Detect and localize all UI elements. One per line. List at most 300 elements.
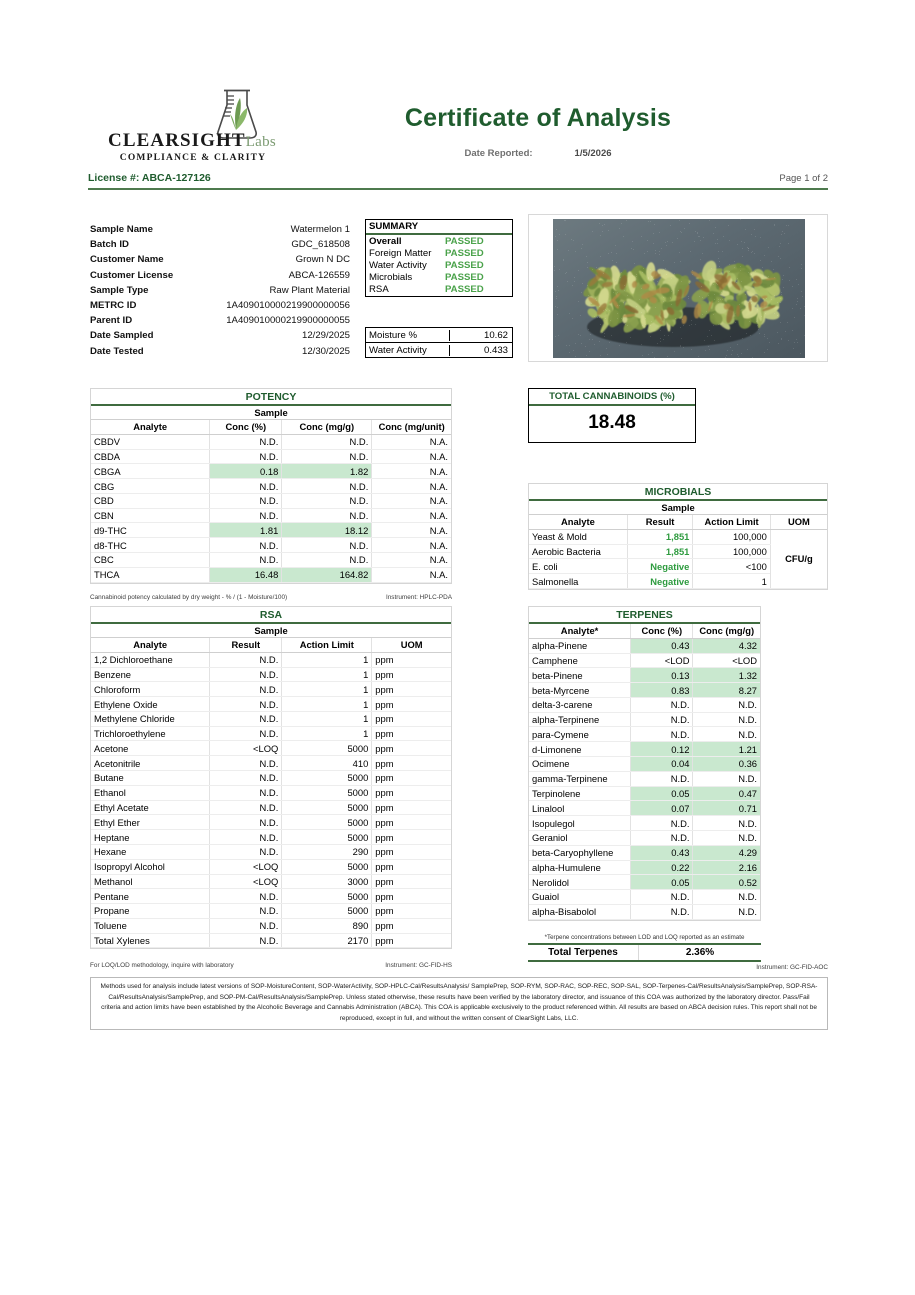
cell-conc-pct: 0.83 [631, 683, 693, 698]
summary-label: Overall [369, 235, 402, 247]
cell-result: N.D. [210, 904, 282, 919]
list-item [90, 328, 350, 343]
summary-label: RSA [369, 284, 389, 296]
cell-result: 1,851 [627, 529, 693, 544]
cell-conc-pct: N.D. [210, 449, 282, 464]
list-item [90, 268, 350, 283]
sample-info-value: Grown N DC [295, 254, 350, 266]
cell-action-limit: 3000 [282, 874, 372, 889]
list-item [90, 222, 350, 237]
date-reported-value: 1/5/2026 [574, 148, 612, 159]
column-header-analyte: Analyte* [529, 624, 631, 638]
table-row [91, 830, 451, 845]
table-row [91, 785, 451, 800]
cell-conc-mgg: 1.82 [282, 464, 372, 479]
sample-info-label: Parent ID [90, 315, 133, 327]
cell-analyte: CBDA [91, 449, 210, 464]
page-title: Certificate of Analysis [404, 104, 672, 132]
potency-instrument: Instrument: HPLC-PDA [385, 594, 452, 601]
cell-uom: ppm [372, 874, 451, 889]
date-reported [338, 148, 738, 159]
status-badge: PASSED [445, 284, 484, 296]
cell-analyte: Propane [91, 904, 210, 919]
cell-analyte: Linalool [529, 801, 631, 816]
cell-conc-mgunit: N.A. [372, 434, 451, 449]
cell-uom: ppm [372, 697, 451, 712]
product-photo [553, 219, 805, 358]
column-header-conc-mgg: Conc (mg/g) [282, 420, 372, 434]
cell-analyte: Ethanol [91, 785, 210, 800]
cell-action-limit: 5000 [282, 785, 372, 800]
cell-conc-mgunit: N.A. [372, 538, 451, 553]
sample-info-value: 12/29/2025 [301, 330, 350, 342]
table-row [529, 683, 760, 698]
cell-uom: ppm [372, 830, 451, 845]
cell-conc-mgg: 0.47 [693, 786, 760, 801]
cell-conc-mgg: N.D. [693, 816, 760, 831]
cell-result: N.D. [210, 771, 282, 786]
table-row [91, 667, 451, 682]
cell-conc-mgg: N.D. [693, 727, 760, 742]
logo-secondary-text: Labs [245, 134, 277, 150]
logo-tagline: COMPLIANCE & CLARITY [119, 153, 267, 163]
potency-footnote: Cannabinoid potency calculated by dry weight - % / (1 - Moisture/100) [90, 594, 288, 601]
cell-uom: ppm [372, 859, 451, 874]
license-number: License #: ABCA-127126 [88, 172, 211, 184]
table-row [91, 771, 451, 786]
sample-info-label: METRC ID [90, 300, 137, 312]
cell-action-limit: 100,000 [693, 529, 770, 544]
cell-conc-mgg: N.D. [282, 493, 372, 508]
cell-analyte: alpha-Bisabolol [529, 904, 631, 919]
cell-conc-mgg: <LOD [693, 653, 760, 668]
cell-analyte: Heptane [91, 830, 210, 845]
table-row [529, 742, 760, 757]
cell-action-limit: <100 [693, 559, 770, 574]
table-row [91, 434, 451, 449]
cell-conc-pct: N.D. [210, 493, 282, 508]
cell-result: N.D. [210, 711, 282, 726]
cell-result: N.D. [210, 800, 282, 815]
table-row [91, 553, 451, 568]
cell-conc-mgg: N.D. [693, 697, 760, 712]
column-header-uom: UOM [770, 515, 827, 529]
cell-result: N.D. [210, 697, 282, 712]
cell-conc-pct: 0.22 [631, 860, 693, 875]
cell-analyte: Acetonitrile [91, 756, 210, 771]
table-row [91, 682, 451, 697]
total-cannabinoids-value: 18.48 [588, 412, 636, 433]
cell-result: N.D. [210, 830, 282, 845]
table-row [529, 845, 760, 860]
cell-analyte: CBDV [91, 434, 210, 449]
potency-table [90, 388, 452, 584]
status-badge: PASSED [445, 272, 484, 284]
cell-result: N.D. [210, 667, 282, 682]
table-row [91, 508, 451, 523]
cell-conc-pct: 0.05 [631, 875, 693, 890]
cell-conc-mgg: 8.27 [693, 683, 760, 698]
cell-analyte: Isopulegol [529, 816, 631, 831]
cell-conc-pct: N.D. [210, 508, 282, 523]
cell-result: N.D. [210, 726, 282, 741]
cell-uom: ppm [372, 756, 451, 771]
table-row [91, 567, 451, 582]
cell-analyte: Ocimene [529, 757, 631, 772]
table-row [91, 493, 451, 508]
logo-wordmark [108, 130, 288, 163]
cell-result: N.D. [210, 652, 282, 667]
table-row [91, 523, 451, 538]
column-header-result: Result [210, 638, 282, 652]
summary-row-water-activity [366, 259, 512, 271]
sample-info-label: Batch ID [90, 239, 129, 251]
cell-conc-pct: N.D. [631, 697, 693, 712]
rsa-notes [90, 962, 452, 969]
terpenes-footnote: *Terpene concentrations between LOD and LOQ reported as an estimate [544, 934, 745, 941]
cell-conc-mgunit: N.A. [372, 493, 451, 508]
cell-conc-pct: 1.81 [210, 523, 282, 538]
cell-conc-mgg: 0.52 [693, 875, 760, 890]
cell-analyte: Ethyl Acetate [91, 800, 210, 815]
potency-data-table [91, 420, 451, 583]
cell-conc-pct: N.D. [631, 890, 693, 905]
potency-subheader: Sample [91, 406, 451, 420]
table-row [529, 668, 760, 683]
table-row [529, 786, 760, 801]
table-row [91, 889, 451, 904]
table-row [91, 918, 451, 933]
table-row [91, 756, 451, 771]
cell-action-limit: 1 [282, 652, 372, 667]
cell-conc-pct: N.D. [631, 771, 693, 786]
table-row [529, 529, 827, 544]
table-row [529, 638, 760, 653]
cell-analyte: delta-3-carene [529, 697, 631, 712]
cell-analyte: Terpinolene [529, 786, 631, 801]
total-cannabinoids-title: TOTAL CANNABINOIDS (%) [529, 389, 695, 406]
cell-result: N.D. [210, 682, 282, 697]
column-header-analyte: Analyte [91, 638, 210, 652]
cell-conc-mgunit: N.A. [372, 464, 451, 479]
cell-action-limit: 5000 [282, 741, 372, 756]
total-terpenes-label: Total Terpenes [528, 945, 639, 960]
table-row [91, 800, 451, 815]
cell-action-limit: 5000 [282, 771, 372, 786]
column-header-analyte: Analyte [91, 420, 210, 434]
microbials-data-table [529, 515, 827, 589]
table-row [91, 874, 451, 889]
logo-primary-text: CLEARSIGHT [108, 130, 246, 151]
column-header-uom: UOM [372, 638, 451, 652]
cell-action-limit: 5000 [282, 889, 372, 904]
cell-result: N.D. [210, 933, 282, 948]
cell-action-limit: 890 [282, 918, 372, 933]
cell-result: <LOQ [210, 859, 282, 874]
cell-uom: ppm [372, 771, 451, 786]
cell-conc-mgunit: N.A. [372, 479, 451, 494]
table-row [91, 741, 451, 756]
summary-label: Water Activity [369, 259, 427, 271]
cell-analyte: Salmonella [529, 574, 627, 589]
cell-analyte: d-Limonene [529, 742, 631, 757]
table-row [529, 653, 760, 668]
table-row [91, 449, 451, 464]
cell-conc-mgg: N.D. [693, 890, 760, 905]
table-row [529, 904, 760, 919]
cell-analyte: Hexane [91, 844, 210, 859]
cell-result: <LOQ [210, 874, 282, 889]
list-item [90, 237, 350, 252]
cell-conc-mgg: 18.12 [282, 523, 372, 538]
sample-info-label: Customer Name [90, 254, 164, 266]
cell-analyte: Aerobic Bacteria [529, 544, 627, 559]
sample-info-label: Sample Type [90, 284, 149, 296]
sample-info-value: Raw Plant Material [269, 284, 350, 296]
cell-uom: ppm [372, 904, 451, 919]
rsa-subheader: Sample [91, 624, 451, 638]
cell-analyte: beta-Myrcene [529, 683, 631, 698]
cell-analyte: CBN [91, 508, 210, 523]
cell-analyte: E. coli [529, 559, 627, 574]
table-row [91, 726, 451, 741]
column-header-conc-pct: Conc (%) [210, 420, 282, 434]
cell-conc-pct: 16.48 [210, 567, 282, 582]
sample-info-value: 12/30/2025 [301, 345, 350, 357]
cell-conc-mgg: N.D. [693, 771, 760, 786]
clearsight-logo [108, 86, 288, 164]
summary-label: Foreign Matter [369, 247, 432, 259]
cell-conc-mgg: N.D. [693, 712, 760, 727]
terpenes-data-table [529, 624, 760, 920]
microbials-subheader: Sample [529, 501, 827, 515]
potency-title: POTENCY [91, 389, 451, 406]
cell-result: N.D. [210, 918, 282, 933]
sample-info-value: 1A409010000219900000056 [226, 300, 350, 312]
cell-analyte: gamma-Terpinene [529, 771, 631, 786]
cell-conc-pct: N.D. [210, 434, 282, 449]
cell-conc-pct: N.D. [210, 479, 282, 494]
cell-conc-mgunit: N.A. [372, 508, 451, 523]
cell-result: N.D. [210, 815, 282, 830]
water-activity-value: 0.433 [449, 345, 512, 356]
list-item [90, 252, 350, 267]
product-photo-frame [528, 214, 828, 362]
cell-conc-pct: 0.13 [631, 668, 693, 683]
cell-analyte: Methylene Chloride [91, 711, 210, 726]
cell-conc-mgg: 0.36 [693, 757, 760, 772]
table-row [91, 859, 451, 874]
cell-conc-pct: 0.12 [631, 742, 693, 757]
table-header-row [529, 515, 827, 529]
cell-action-limit: 5000 [282, 800, 372, 815]
cell-conc-mgg: 1.21 [693, 742, 760, 757]
column-header-action-limit: Action Limit [693, 515, 770, 529]
cell-analyte: Guaiol [529, 890, 631, 905]
cell-uom: ppm [372, 711, 451, 726]
cell-uom: ppm [372, 815, 451, 830]
table-row [529, 757, 760, 772]
table-row [529, 712, 760, 727]
cell-analyte: THCA [91, 567, 210, 582]
cell-action-limit: 410 [282, 756, 372, 771]
cell-conc-mgg: N.D. [282, 538, 372, 553]
page-number: Page 1 of 2 [779, 173, 828, 184]
table-row [91, 464, 451, 479]
summary-panel [365, 219, 513, 297]
cell-analyte: alpha-Terpinene [529, 712, 631, 727]
cell-conc-pct: N.D. [210, 553, 282, 568]
potency-notes [90, 594, 452, 601]
sample-info-list [90, 222, 350, 359]
cell-analyte: Trichloroethylene [91, 726, 210, 741]
sample-info-label: Sample Name [90, 224, 153, 236]
cell-conc-pct: 0.04 [631, 757, 693, 772]
cell-uom: ppm [372, 844, 451, 859]
cell-uom: ppm [372, 682, 451, 697]
cell-uom: ppm [372, 933, 451, 948]
table-row [91, 479, 451, 494]
list-item [90, 283, 350, 298]
table-row [91, 697, 451, 712]
cell-conc-mgg: N.D. [282, 479, 372, 494]
cell-analyte: Pentane [91, 889, 210, 904]
moisture-label: Moisture % [369, 329, 417, 341]
table-row [529, 727, 760, 742]
cell-result: <LOQ [210, 741, 282, 756]
table-row [529, 771, 760, 786]
status-badge: PASSED [445, 247, 484, 259]
cell-action-limit: 1 [282, 697, 372, 712]
cell-analyte: beta-Pinene [529, 668, 631, 683]
cell-action-limit: 100,000 [693, 544, 770, 559]
rsa-table [90, 606, 452, 949]
cell-conc-mgunit: N.A. [372, 449, 451, 464]
cell-conc-mgg: N.D. [282, 553, 372, 568]
table-row [529, 830, 760, 845]
cell-analyte: Isopropyl Alcohol [91, 859, 210, 874]
total-terpenes-value: 2.36% [685, 947, 715, 958]
table-row [529, 697, 760, 712]
cell-action-limit: 1 [282, 682, 372, 697]
cell-action-limit: 290 [282, 844, 372, 859]
table-row [529, 875, 760, 890]
cell-analyte: d9-THC [91, 523, 210, 538]
cell-analyte: Ethylene Oxide [91, 697, 210, 712]
cell-analyte: beta-Caryophyllene [529, 845, 631, 860]
moisture-value: 10.62 [449, 330, 512, 341]
cell-conc-pct: 0.18 [210, 464, 282, 479]
cell-conc-pct: N.D. [210, 538, 282, 553]
terpenes-instrument: Instrument: GC-FID-AOC [756, 964, 828, 971]
table-header-row [91, 638, 451, 652]
sample-info-value: GDC_618508 [291, 239, 350, 251]
cell-conc-mgg: N.D. [282, 434, 372, 449]
cell-conc-mgg: N.D. [282, 508, 372, 523]
table-row [91, 652, 451, 667]
column-header-conc-pct: Conc (%) [631, 624, 693, 638]
table-row [529, 890, 760, 905]
summary-row-foreign-matter [366, 247, 512, 259]
table-row [91, 933, 451, 948]
table-row [91, 844, 451, 859]
cell-analyte: para-Cymene [529, 727, 631, 742]
table-header-row [91, 420, 451, 434]
cell-conc-pct: N.D. [631, 830, 693, 845]
moisture-water-panel [365, 327, 513, 358]
rsa-footnote: For LOQ/LOD methodology, inquire with laboratory [90, 962, 234, 969]
cell-conc-mgg: 164.82 [282, 567, 372, 582]
cell-conc-pct: 0.43 [631, 845, 693, 860]
cell-result: N.D. [210, 756, 282, 771]
summary-heading: SUMMARY [366, 220, 512, 235]
table-row [91, 711, 451, 726]
cell-action-limit: 5000 [282, 904, 372, 919]
cell-action-limit: 2170 [282, 933, 372, 948]
cell-conc-mgg: 2.16 [693, 860, 760, 875]
column-header-conc-mgunit: Conc (mg/unit) [372, 420, 451, 434]
microbials-table [528, 483, 828, 590]
sample-info-value: Watermelon 1 [290, 224, 350, 236]
total-terpenes-row [528, 943, 761, 962]
cell-uom: ppm [372, 741, 451, 756]
terpenes-title: TERPENES [529, 607, 760, 624]
cell-result: 1,851 [627, 544, 693, 559]
cell-analyte: CBC [91, 553, 210, 568]
cell-result: N.D. [210, 844, 282, 859]
cell-analyte: Butane [91, 771, 210, 786]
column-header-result: Result [627, 515, 693, 529]
summary-row-rsa [366, 284, 512, 296]
cell-result: Negative [627, 574, 693, 589]
cell-analyte: Chloroform [91, 682, 210, 697]
table-row [91, 815, 451, 830]
total-cannabinoids-panel [528, 388, 696, 443]
sample-info-value: ABCA-126559 [288, 269, 350, 281]
cell-uom: ppm [372, 726, 451, 741]
cell-result: N.D. [210, 889, 282, 904]
table-row [91, 538, 451, 553]
cell-action-limit: 1 [282, 726, 372, 741]
cell-conc-mgunit: N.A. [372, 553, 451, 568]
table-header-row [529, 624, 760, 638]
list-item [90, 344, 350, 359]
cell-analyte: Total Xylenes [91, 933, 210, 948]
status-badge: PASSED [445, 235, 484, 247]
cell-conc-pct: N.D. [631, 712, 693, 727]
water-activity-label: Water Activity [369, 344, 427, 356]
cell-analyte: Methanol [91, 874, 210, 889]
cell-action-limit: 5000 [282, 815, 372, 830]
cell-analyte: Acetone [91, 741, 210, 756]
column-header-conc-mgg: Conc (mg/g) [693, 624, 760, 638]
cell-action-limit: 1 [693, 574, 770, 589]
cell-analyte: Yeast & Mold [529, 529, 627, 544]
cell-uom: CFU/g [770, 529, 827, 588]
sample-info-label: Date Tested [90, 345, 144, 357]
cell-analyte: alpha-Pinene [529, 638, 631, 653]
list-item [90, 298, 350, 313]
cell-conc-pct: <LOD [631, 653, 693, 668]
cell-analyte: alpha-Humulene [529, 860, 631, 875]
terpenes-table [528, 606, 761, 921]
rsa-instrument: Instrument: GC-FID-HS [385, 962, 452, 969]
cell-conc-mgg: 0.71 [693, 801, 760, 816]
cell-conc-pct: 0.05 [631, 786, 693, 801]
sample-info-label: Customer License [90, 269, 174, 281]
cell-analyte: CBG [91, 479, 210, 494]
cell-result: N.D. [210, 785, 282, 800]
